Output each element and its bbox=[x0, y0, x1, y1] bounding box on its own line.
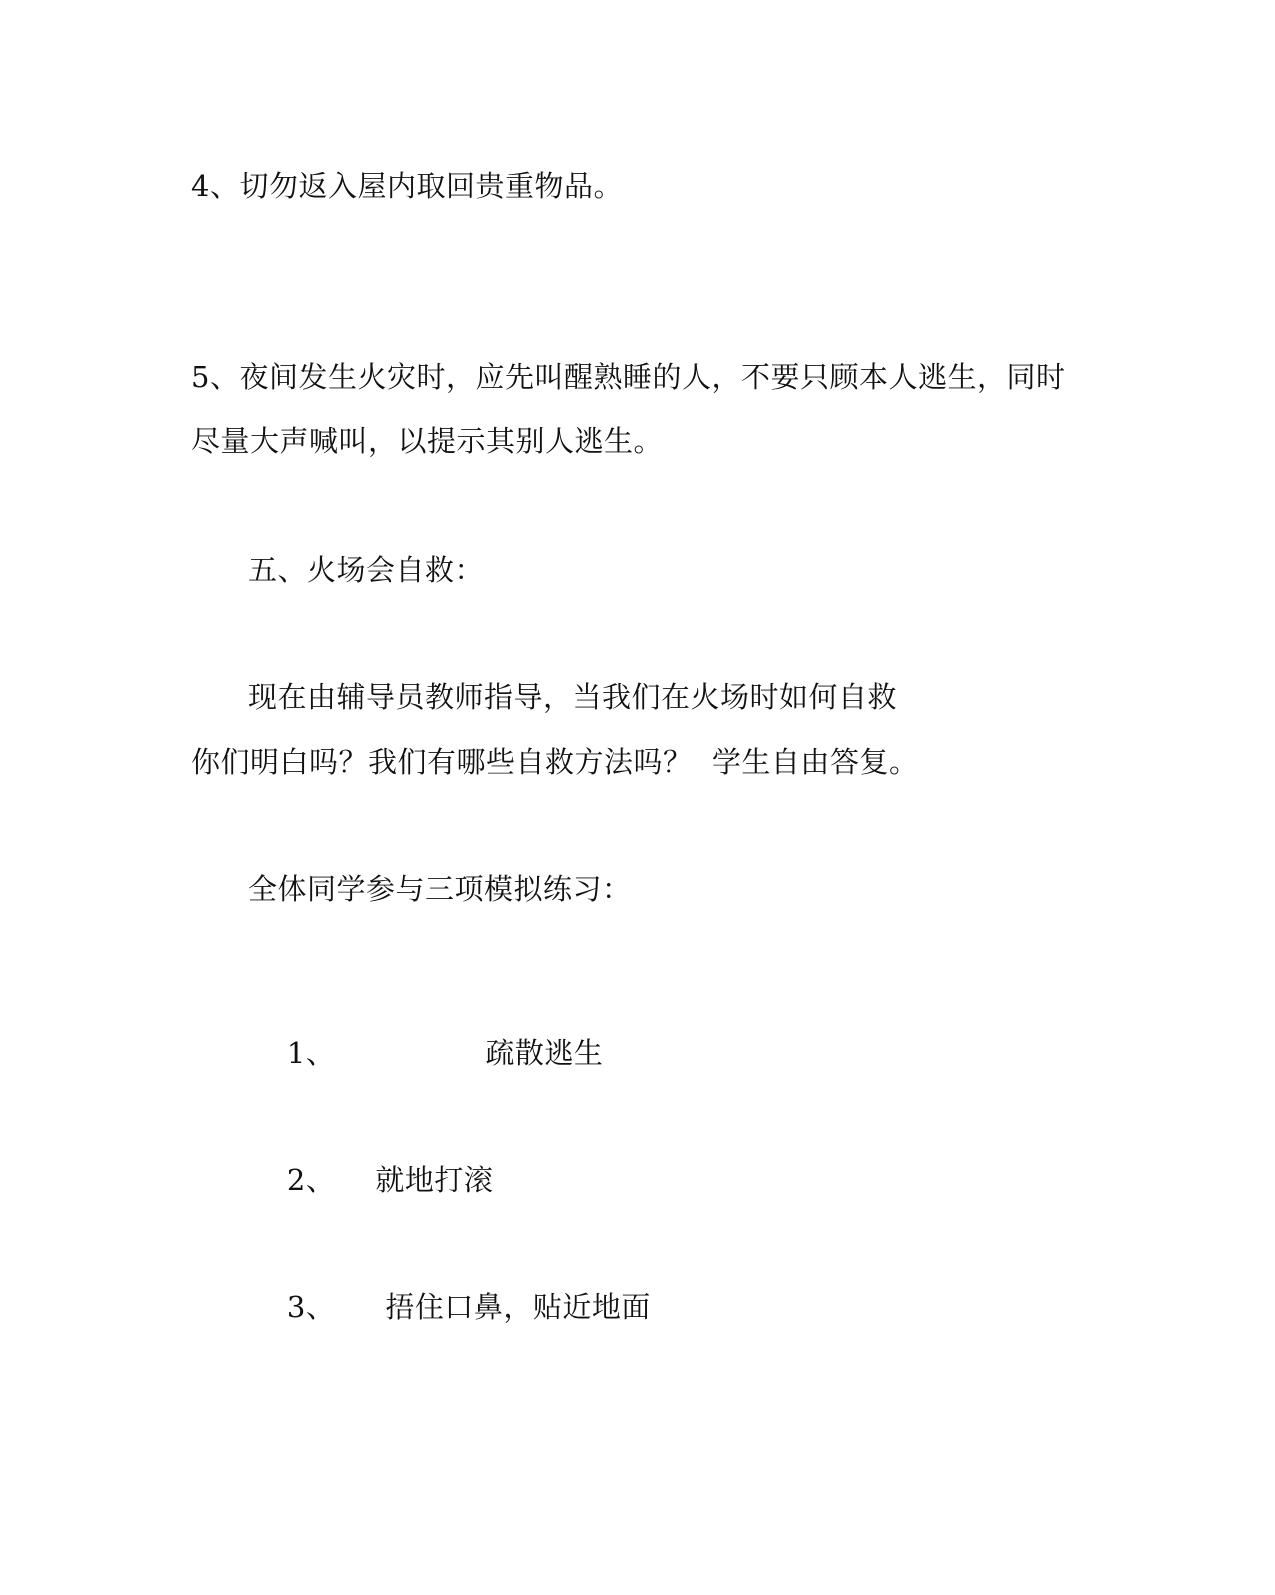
paragraph-instruction-line-1: 现在由辅导员教师指导，当我们在火场时如何自救 bbox=[248, 680, 898, 714]
exercise-number: 3、 bbox=[286, 1290, 336, 1324]
section-heading-self-rescue: 五、火场会自救： bbox=[248, 553, 485, 587]
exercise-item-3 bbox=[248, 1253, 651, 1361]
exercise-item-2 bbox=[248, 1126, 493, 1234]
exercise-number: 2、 bbox=[286, 1163, 336, 1197]
exercise-text: 疏散逃生 bbox=[485, 1036, 604, 1070]
paragraph-exercise-intro: 全体同学参与三项模拟练习： bbox=[248, 872, 632, 906]
paragraph-item-5-line-1: 5、夜间发生火灾时，应先叫醒熟睡的人，不要只顾本人逃生，同时 bbox=[191, 360, 1066, 394]
paragraph-item-4: 4、切勿返入屋内取回贵重物品。 bbox=[191, 169, 623, 203]
exercise-item-1 bbox=[248, 999, 603, 1107]
exercise-text: 就地打滚 bbox=[375, 1163, 494, 1197]
exercise-number: 1、 bbox=[286, 1036, 336, 1070]
paragraph-item-5-line-2: 尽量大声喊叫，以提示其别人逃生。 bbox=[191, 424, 664, 458]
paragraph-instruction-line-2: 你们明白吗？我们有哪些自救方法吗？ 学生自由答复。 bbox=[191, 745, 919, 779]
exercise-text: 捂住口鼻，贴近地面 bbox=[385, 1290, 651, 1324]
